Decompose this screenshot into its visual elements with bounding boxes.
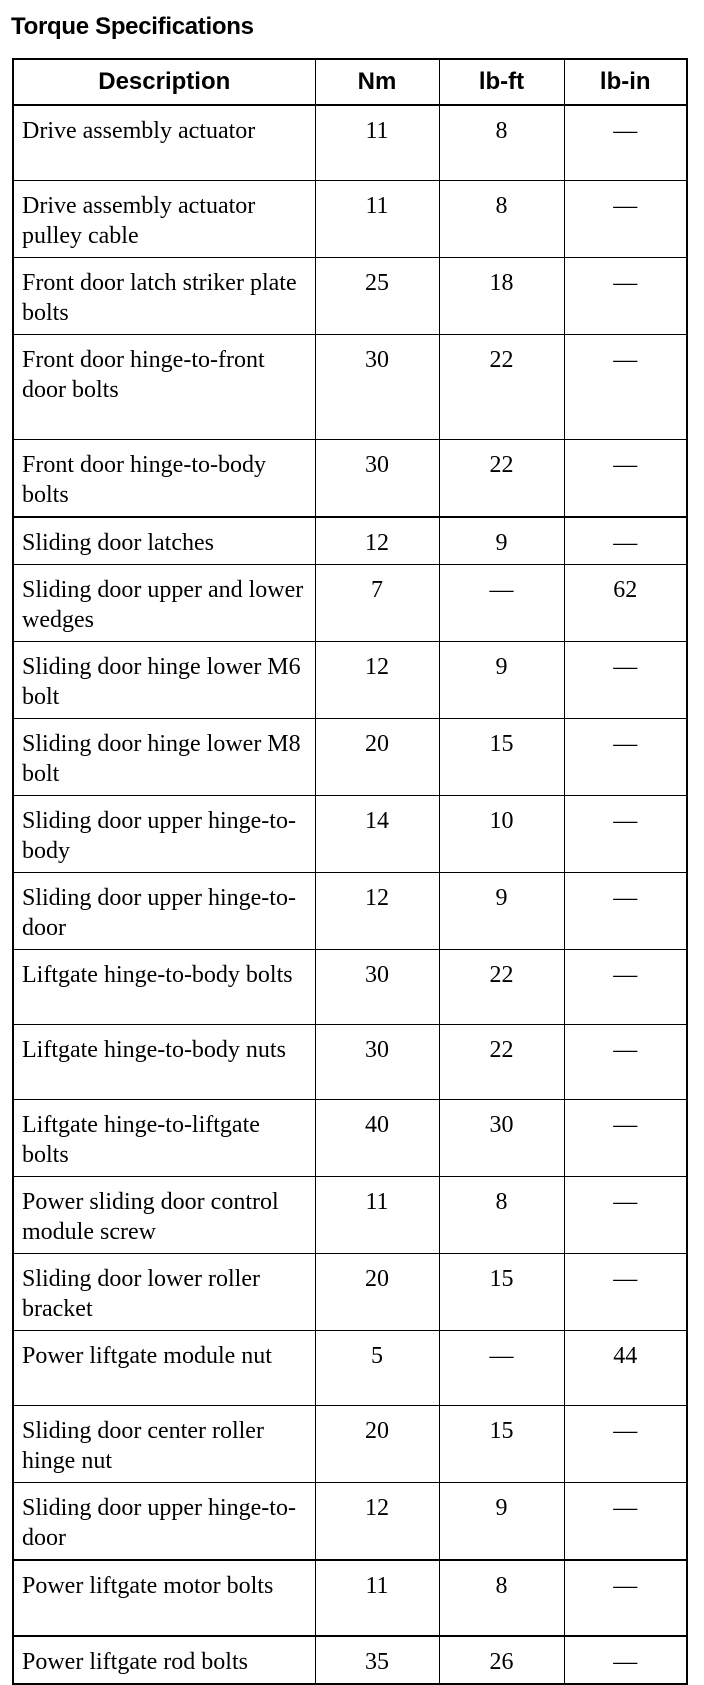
column-header-lb-ft: lb-ft	[439, 59, 564, 105]
column-header-description: Description	[13, 59, 315, 105]
lb-ft-cell: 15	[439, 719, 564, 796]
page-title: Torque Specifications	[11, 13, 254, 40]
table-row	[13, 181, 687, 258]
nm-cell: 11	[315, 181, 439, 258]
nm-cell: 12	[315, 642, 439, 719]
nm-cell: 40	[315, 1100, 439, 1177]
description-cell: Sliding door lower roller bracket	[13, 1254, 315, 1331]
description-cell: Front door hinge-to-body bolts	[13, 440, 315, 518]
nm-cell: 30	[315, 335, 439, 440]
lb-in-cell: —	[564, 517, 687, 565]
column-header-lb-in: lb-in	[564, 59, 687, 105]
lb-ft-cell: 22	[439, 950, 564, 1025]
description-cell: Sliding door upper hinge-to-body	[13, 796, 315, 873]
table-row	[13, 1636, 687, 1684]
description-cell: Sliding door hinge lower M6 bolt	[13, 642, 315, 719]
torque-spec-table	[12, 58, 688, 1685]
table-row	[13, 440, 687, 518]
lb-in-cell: —	[564, 105, 687, 181]
lb-ft-cell: 18	[439, 258, 564, 335]
table-row	[13, 1100, 687, 1177]
lb-ft-cell: 8	[439, 1177, 564, 1254]
column-header-nm: Nm	[315, 59, 439, 105]
lb-in-cell: —	[564, 642, 687, 719]
lb-in-cell: —	[564, 335, 687, 440]
table-row	[13, 642, 687, 719]
lb-in-cell: —	[564, 950, 687, 1025]
lb-in-cell: —	[564, 440, 687, 518]
lb-ft-cell: 15	[439, 1406, 564, 1483]
description-cell: Power liftgate motor bolts	[13, 1560, 315, 1636]
description-cell: Front door latch striker plate bolts	[13, 258, 315, 335]
nm-cell: 12	[315, 1483, 439, 1561]
table-row	[13, 335, 687, 440]
nm-cell: 7	[315, 565, 439, 642]
nm-cell: 30	[315, 950, 439, 1025]
description-cell: Power liftgate module nut	[13, 1331, 315, 1406]
description-cell: Liftgate hinge-to-liftgate bolts	[13, 1100, 315, 1177]
table-row	[13, 796, 687, 873]
lb-ft-cell: 22	[439, 440, 564, 518]
table-row	[13, 719, 687, 796]
lb-in-cell: —	[564, 1177, 687, 1254]
lb-in-cell: 44	[564, 1331, 687, 1406]
nm-cell: 12	[315, 517, 439, 565]
lb-in-cell: —	[564, 1100, 687, 1177]
lb-in-cell: —	[564, 1483, 687, 1561]
lb-ft-cell: 10	[439, 796, 564, 873]
table-header-row	[13, 59, 687, 105]
table-row	[13, 258, 687, 335]
description-cell: Front door hinge-to-front door bolts	[13, 335, 315, 440]
lb-ft-cell: 8	[439, 105, 564, 181]
lb-in-cell: —	[564, 1025, 687, 1100]
table-row	[13, 565, 687, 642]
description-cell: Power sliding door control module screw	[13, 1177, 315, 1254]
description-cell: Drive assembly actuator	[13, 105, 315, 181]
lb-ft-cell: 9	[439, 642, 564, 719]
nm-cell: 5	[315, 1331, 439, 1406]
table-row	[13, 1254, 687, 1331]
description-cell: Liftgate hinge-to-body nuts	[13, 1025, 315, 1100]
lb-ft-cell: 8	[439, 181, 564, 258]
lb-ft-cell: —	[439, 565, 564, 642]
table-row	[13, 1406, 687, 1483]
lb-in-cell: —	[564, 719, 687, 796]
lb-in-cell: —	[564, 1636, 687, 1684]
table-row	[13, 873, 687, 950]
lb-ft-cell: 22	[439, 335, 564, 440]
nm-cell: 20	[315, 1406, 439, 1483]
lb-in-cell: —	[564, 1254, 687, 1331]
lb-in-cell: —	[564, 181, 687, 258]
nm-cell: 20	[315, 1254, 439, 1331]
nm-cell: 30	[315, 1025, 439, 1100]
lb-in-cell: 62	[564, 565, 687, 642]
table-row	[13, 1560, 687, 1636]
description-cell: Liftgate hinge-to-body bolts	[13, 950, 315, 1025]
lb-in-cell: —	[564, 258, 687, 335]
lb-ft-cell: 9	[439, 1483, 564, 1561]
lb-ft-cell: 30	[439, 1100, 564, 1177]
lb-in-cell: —	[564, 873, 687, 950]
lb-ft-cell: 8	[439, 1560, 564, 1636]
nm-cell: 25	[315, 258, 439, 335]
nm-cell: 11	[315, 105, 439, 181]
table-row	[13, 517, 687, 565]
table-row	[13, 105, 687, 181]
lb-ft-cell: 9	[439, 873, 564, 950]
nm-cell: 11	[315, 1560, 439, 1636]
table-row	[13, 1025, 687, 1100]
lb-in-cell: —	[564, 1560, 687, 1636]
nm-cell: 30	[315, 440, 439, 518]
description-cell: Sliding door upper hinge-to-door	[13, 1483, 315, 1561]
table-row	[13, 1483, 687, 1561]
lb-ft-cell: 15	[439, 1254, 564, 1331]
nm-cell: 35	[315, 1636, 439, 1684]
lb-ft-cell: —	[439, 1331, 564, 1406]
lb-in-cell: —	[564, 796, 687, 873]
lb-ft-cell: 22	[439, 1025, 564, 1100]
table-row	[13, 1177, 687, 1254]
table-row	[13, 1331, 687, 1406]
description-cell: Sliding door latches	[13, 517, 315, 565]
nm-cell: 20	[315, 719, 439, 796]
nm-cell: 11	[315, 1177, 439, 1254]
description-cell: Sliding door upper hinge-to-door	[13, 873, 315, 950]
nm-cell: 14	[315, 796, 439, 873]
table-row	[13, 950, 687, 1025]
lb-ft-cell: 9	[439, 517, 564, 565]
description-cell: Sliding door upper and lower wedges	[13, 565, 315, 642]
lb-in-cell: —	[564, 1406, 687, 1483]
nm-cell: 12	[315, 873, 439, 950]
lb-ft-cell: 26	[439, 1636, 564, 1684]
description-cell: Power liftgate rod bolts	[13, 1636, 315, 1684]
description-cell: Sliding door hinge lower M8 bolt	[13, 719, 315, 796]
description-cell: Drive assembly actuator pulley cable	[13, 181, 315, 258]
description-cell: Sliding door center roller hinge nut	[13, 1406, 315, 1483]
